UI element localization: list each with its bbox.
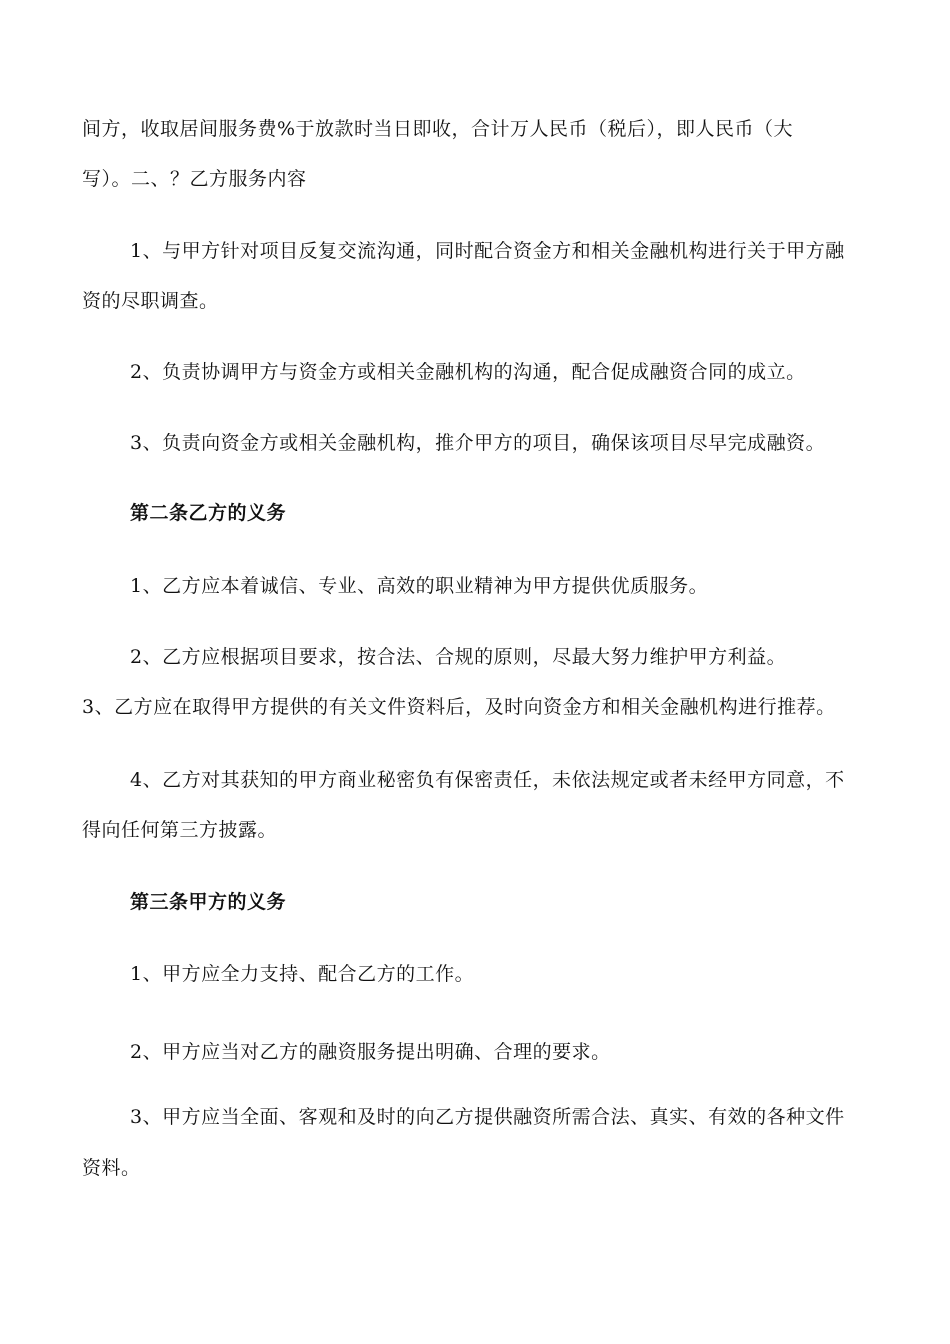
article-2-title: 第二条乙方的义务 <box>130 502 287 524</box>
article-2-item-3: 3、乙方应在取得甲方提供的有关文件资料后，及时向资金方和相关金融机构进行推荐。 <box>82 696 836 718</box>
article-2-item-2: 2、乙方应根据项目要求，按合法、合规的原则，尽最大努力维护甲方利益。 <box>130 646 787 668</box>
article-2-item-4-line-1: 4、乙方对其获知的甲方商业秘密负有保密责任，未依法规定或者未经甲方同意，不 <box>130 769 845 791</box>
article-2-item-4-line-2: 得向任何第三方披露。 <box>82 819 278 841</box>
article-3-item-3-line-2: 资料。 <box>82 1157 141 1179</box>
article-2-item-1: 1、乙方应本着诚信、专业、高效的职业精神为甲方提供优质服务。 <box>130 575 709 597</box>
article-3-item-3-line-1: 3、甲方应当全面、客观和及时的向乙方提供融资所需合法、真实、有效的各种文件 <box>130 1106 845 1128</box>
service-item-2: 2、负责协调甲方与资金方或相关金融机构的沟通，配合促成融资合同的成立。 <box>130 361 806 383</box>
article-3-item-1: 1、甲方应全力支持、配合乙方的工作。 <box>130 963 475 985</box>
service-item-1-line-1: 1、与甲方针对项目反复交流沟通，同时配合资金方和相关金融机构进行关于甲方融 <box>130 240 845 262</box>
service-item-3: 3、负责向资金方或相关金融机构，推介甲方的项目，确保该项目尽早完成融资。 <box>130 432 826 454</box>
intro-line-1: 间方，收取居间服务费%于放款时当日即收，合计万人民币（税后），即人民币（大 <box>82 118 794 140</box>
intro-line-2: 写）。二、？乙方服务内容 <box>82 168 307 190</box>
article-3-title: 第三条甲方的义务 <box>130 891 287 913</box>
service-item-1-line-2: 资的尽职调查。 <box>82 290 219 312</box>
article-3-item-2: 2、甲方应当对乙方的融资服务提出明确、合理的要求。 <box>130 1041 611 1063</box>
